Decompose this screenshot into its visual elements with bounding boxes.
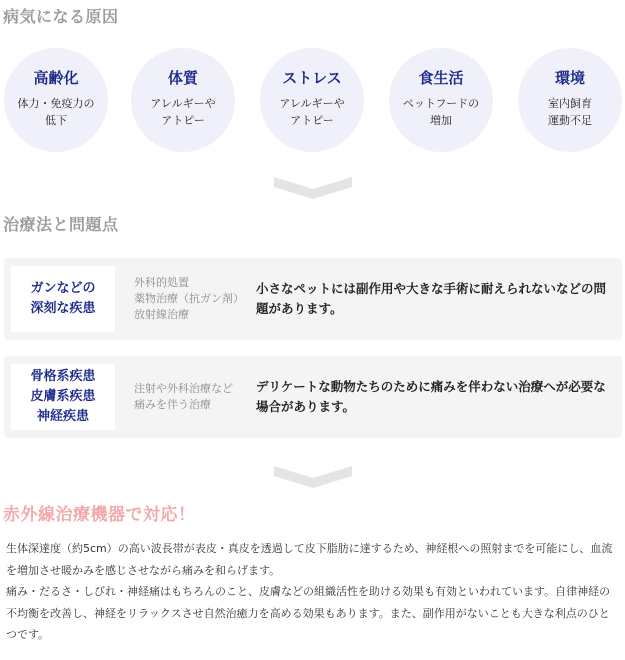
cause-desc-line2: アトピー [161,114,205,127]
disease-box [11,266,115,332]
cause-title: ストレス [282,69,342,87]
cause-aging [4,48,108,152]
treatment-methods: 外科的処置 薬物治療（抗ガン剤） 放射線治療 [134,276,244,321]
disease-label: 骨格系疾患 皮膚系疾患 神経疾患 [30,369,96,424]
problem-row [4,258,622,340]
cause-desc-line1: ペットフードの [402,97,480,110]
treatment-issue [256,356,610,438]
cause-title: 高齢化 [33,69,79,87]
cause-title: 食生活 [418,69,464,87]
cause-constitution [131,48,235,152]
cause-environment [518,48,622,152]
treatment-section-title: 治療法と問題点 [3,215,119,234]
cause-title: 環境 [554,69,585,87]
treatment-issue [256,258,610,340]
causes-list [4,48,622,152]
cause-desc-line2: 運動不足 [548,114,592,127]
treatment-issue-text: 小さなペットには副作用や大きな手術に耐えられないなどの問題があります。 [256,281,607,316]
treatment-methods: 注射や外科治療など 痛みを伴う治療 [134,382,233,411]
solution-paragraph: 痛み・だるさ・しびれ・神経痛はもちろんのこと、皮膚などの組織活性を助ける効果も有効といわれています。自律神経の不均衡を改善し、神経をリラックスさせ自然治癒力を高める効果もあります。また、副作用がないことも大きな利点のひとつです。 [6,585,611,641]
cause-desc-line1: アレルギーや [279,97,345,110]
cause-desc-line2: 増加 [430,114,452,127]
cause-stress [260,48,364,152]
problem-row [4,356,622,438]
cause-diet [389,48,493,152]
disease-box [11,364,115,430]
disease-label: ガンなどの 深刻な疾患 [30,281,96,316]
cause-title: 体質 [167,69,198,87]
cause-desc-line1: 室内飼育 [548,97,592,110]
solution-description [6,538,618,646]
cause-desc-line2: 低下 [45,114,67,127]
cause-desc-line2: アトピー [290,114,334,127]
treatment-issue-text: デリケートな動物たちのために痛みを伴わない治療へが必要な場合があります。 [256,379,606,414]
cause-desc-line1: 体力・免疫力の [17,97,95,110]
chevron-down-icon [274,177,352,199]
cause-desc-line1: アレルギーや [150,97,216,110]
chevron-down-icon [274,466,352,488]
solution-section-title: 赤外線治療機器で対応！ [3,505,196,525]
causes-section-title: 病気になる原因 [3,7,119,26]
solution-paragraph: 生体深達度（約5cm）の高い波長帯が表皮・真皮を透過して皮下脂肪に達するため、神経根への照射までを可能にし、血流を増加させ暖かみを感じさせながら痛みを和らげます。 [6,542,613,577]
